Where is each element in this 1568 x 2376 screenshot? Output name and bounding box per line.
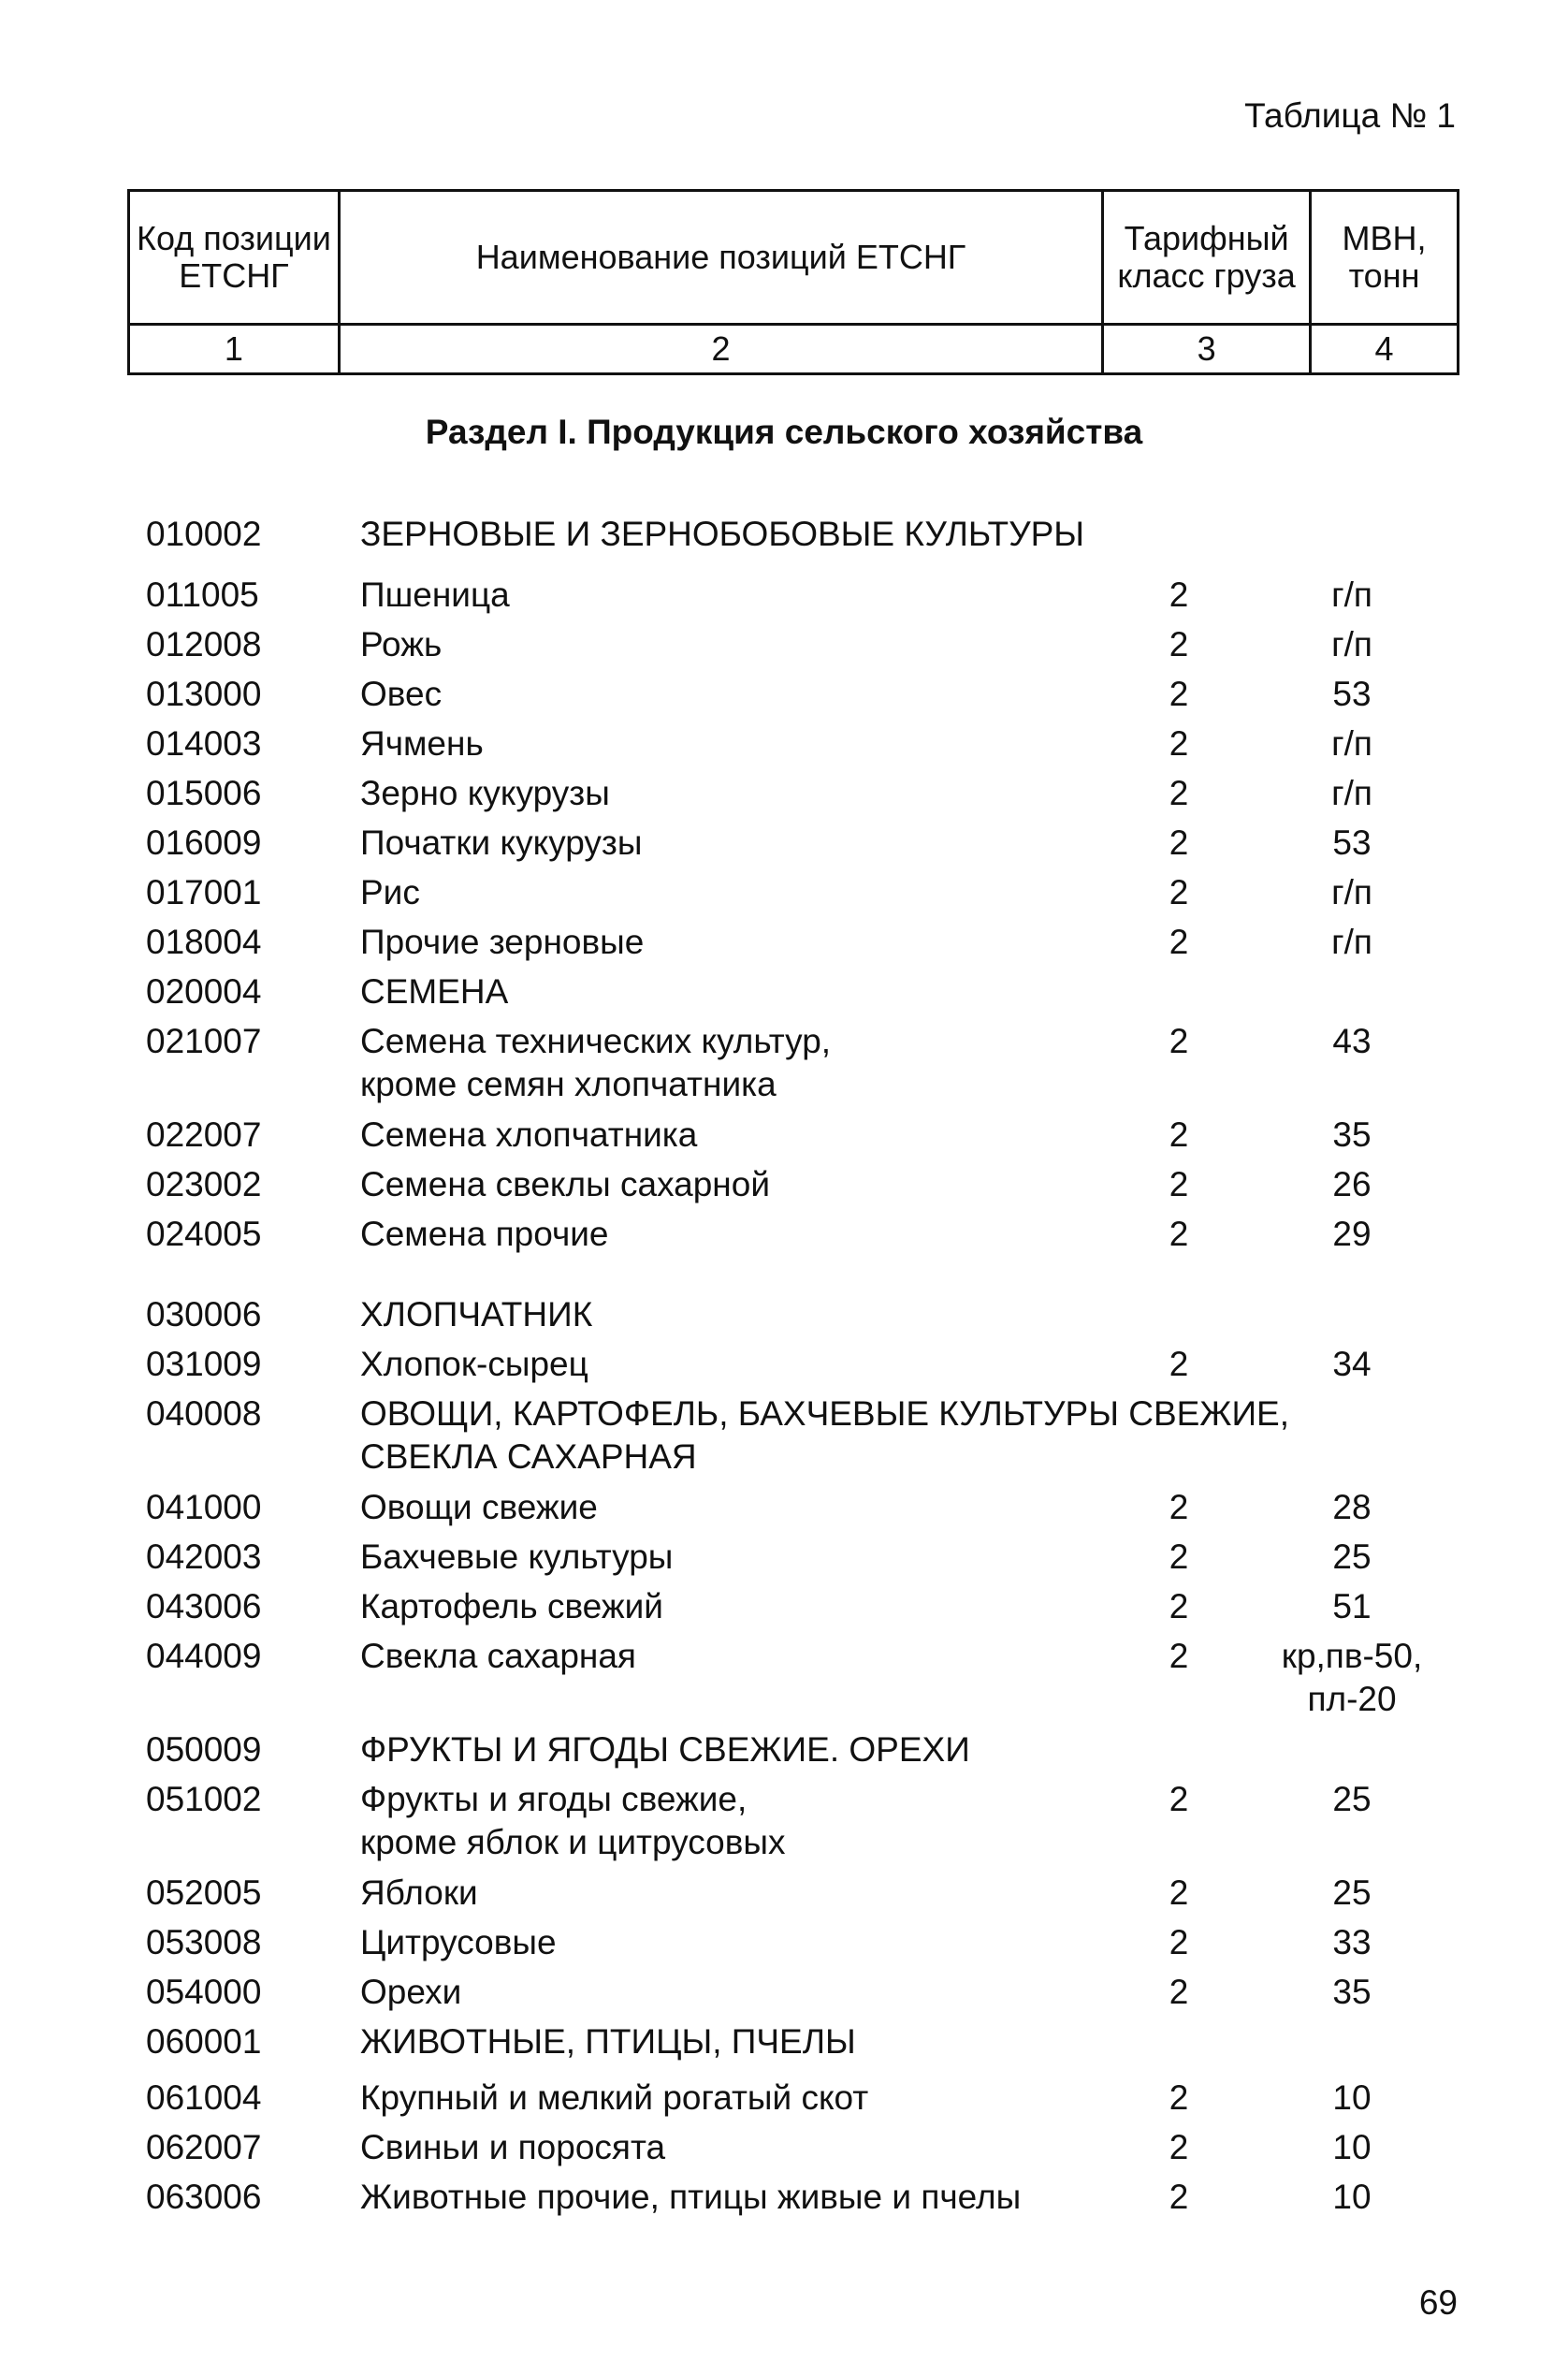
position-code: 010002 bbox=[146, 515, 262, 553]
position-code: 053008 bbox=[146, 1923, 262, 1961]
tariff-class: 2 bbox=[1169, 1780, 1189, 1818]
mvn-value-line: кр,пв-50, bbox=[1281, 1637, 1423, 1675]
position-name-line: Семена свеклы сахарной bbox=[360, 1165, 770, 1203]
position-name-line: Ячмень bbox=[360, 724, 484, 763]
position-name-line: Зерно кукурузы bbox=[360, 774, 610, 812]
mvn-value bbox=[1244, 1872, 1459, 1915]
position-code: 060001 bbox=[146, 2022, 262, 2061]
tariff-class: 2 bbox=[1169, 1345, 1189, 1383]
position-name-line: Семена хлопчатника bbox=[360, 1115, 698, 1154]
tariff-class: 2 bbox=[1169, 2128, 1189, 2166]
position-name bbox=[360, 1392, 1352, 1479]
tariff-class: 2 bbox=[1169, 2078, 1189, 2117]
position-code: 016009 bbox=[146, 824, 262, 862]
position-code: 031009 bbox=[146, 1345, 262, 1383]
position-name-line: Яблоки bbox=[360, 1873, 478, 1912]
mvn-value-line: 51 bbox=[1332, 1587, 1372, 1625]
mvn-value bbox=[1244, 722, 1459, 765]
mvn-value-line: 53 bbox=[1332, 675, 1372, 713]
tariff-class: 2 bbox=[1169, 1215, 1189, 1253]
position-code: 023002 bbox=[146, 1165, 262, 1203]
header-tariff-class: Тарифный класс груза bbox=[1103, 191, 1311, 325]
mvn-value-line: 10 bbox=[1332, 2128, 1372, 2166]
position-name-line: Картофель свежий bbox=[360, 1587, 663, 1625]
position-code: 012008 bbox=[146, 625, 262, 663]
tariff-class: 2 bbox=[1169, 923, 1189, 961]
position-code: 062007 bbox=[146, 2128, 262, 2166]
position-name-line: Свекла сахарная bbox=[360, 1637, 636, 1675]
position-name-line-2: СВЕКЛА САХАРНАЯ bbox=[360, 1437, 697, 1476]
tariff-class: 2 bbox=[1169, 724, 1189, 763]
header-mvn: МВН, тонн bbox=[1311, 191, 1459, 325]
mvn-value-line: 10 bbox=[1332, 2078, 1372, 2117]
mvn-value bbox=[1244, 574, 1459, 617]
tariff-class: 2 bbox=[1169, 675, 1189, 713]
tariff-class: 2 bbox=[1169, 1973, 1189, 2011]
position-name-line: ХЛОПЧАТНИК bbox=[360, 1295, 593, 1334]
position-name-line: СЕМЕНА bbox=[360, 972, 509, 1011]
position-code: 043006 bbox=[146, 1587, 262, 1625]
position-name-line: Свиньи и поросята bbox=[360, 2128, 666, 2166]
table-caption: Таблица № 1 bbox=[1244, 96, 1456, 135]
mvn-value-line: 33 bbox=[1332, 1923, 1372, 1961]
mvn-value bbox=[1244, 1635, 1459, 1721]
mvn-value bbox=[1244, 1585, 1459, 1628]
position-name-line: ОВОЩИ, КАРТОФЕЛЬ, БАХЧЕВЫЕ КУЛЬТУРЫ СВЕЖИЕ, bbox=[360, 1394, 1290, 1433]
mvn-value bbox=[1244, 1778, 1459, 1821]
position-name-line: Фрукты и ягоды свежие, bbox=[360, 1780, 748, 1818]
tariff-class: 2 bbox=[1169, 576, 1189, 614]
mvn-value bbox=[1244, 1921, 1459, 1964]
position-name-line: Початки кукурузы bbox=[360, 824, 643, 862]
position-name-line: Овощи свежие bbox=[360, 1488, 598, 1526]
mvn-value-line: 10 bbox=[1332, 2178, 1372, 2216]
mvn-value bbox=[1244, 673, 1459, 716]
mvn-value bbox=[1244, 871, 1459, 914]
position-name bbox=[360, 513, 1352, 556]
position-code: 054000 bbox=[146, 1973, 262, 2011]
position-name bbox=[360, 1728, 1352, 1771]
position-name-line: Орехи bbox=[360, 1973, 462, 2011]
mvn-value-line: 25 bbox=[1332, 1780, 1372, 1818]
position-code: 040008 bbox=[146, 1394, 262, 1433]
position-code: 022007 bbox=[146, 1115, 262, 1154]
position-name-line: Цитрусовые bbox=[360, 1923, 557, 1961]
header-name: Наименование позиций ЕТСНГ bbox=[339, 191, 1102, 325]
mvn-value bbox=[1244, 623, 1459, 666]
tariff-class: 2 bbox=[1169, 774, 1189, 812]
position-code: 051002 bbox=[146, 1780, 262, 1818]
position-code: 044009 bbox=[146, 1637, 262, 1675]
mvn-value-line: 34 bbox=[1332, 1345, 1372, 1383]
position-name-line: Рис bbox=[360, 873, 420, 911]
position-name-line: Крупный и мелкий рогатый скот bbox=[360, 2078, 869, 2117]
position-code: 021007 bbox=[146, 1022, 262, 1060]
position-code: 042003 bbox=[146, 1538, 262, 1576]
position-code: 030006 bbox=[146, 1295, 262, 1334]
header-num-3: 3 bbox=[1103, 325, 1311, 374]
mvn-value-line: 35 bbox=[1332, 1973, 1372, 2011]
mvn-value-line: 43 bbox=[1332, 1022, 1372, 1060]
position-name-line: Пшеница bbox=[360, 576, 510, 614]
position-code: 013000 bbox=[146, 675, 262, 713]
header-num-2: 2 bbox=[339, 325, 1102, 374]
tariff-class: 2 bbox=[1169, 625, 1189, 663]
mvn-value-line: г/п bbox=[1331, 774, 1372, 812]
header-num-4: 4 bbox=[1311, 325, 1459, 374]
position-code: 050009 bbox=[146, 1730, 262, 1769]
tariff-class: 2 bbox=[1169, 2178, 1189, 2216]
position-name-line: Бахчевые культуры bbox=[360, 1538, 674, 1576]
page-number: 69 bbox=[1418, 2283, 1458, 2322]
mvn-value bbox=[1244, 2077, 1459, 2120]
position-code: 018004 bbox=[146, 923, 262, 961]
mvn-value-line-2: пл-20 bbox=[1307, 1680, 1397, 1718]
mvn-value-line: 53 bbox=[1332, 824, 1372, 862]
position-name-line: ФРУКТЫ И ЯГОДЫ СВЕЖИЕ. ОРЕХИ bbox=[360, 1730, 970, 1769]
tariff-class: 2 bbox=[1169, 1873, 1189, 1912]
mvn-value bbox=[1244, 1163, 1459, 1206]
tariff-class: 2 bbox=[1169, 1637, 1189, 1675]
position-name bbox=[360, 970, 1352, 1013]
position-name-line: Хлопок-сырец bbox=[360, 1345, 588, 1383]
position-code: 061004 bbox=[146, 2078, 262, 2117]
tariff-class: 2 bbox=[1169, 1587, 1189, 1625]
mvn-value-line: г/п bbox=[1331, 724, 1372, 763]
position-code: 015006 bbox=[146, 774, 262, 812]
tariff-class: 2 bbox=[1169, 1022, 1189, 1060]
mvn-value bbox=[1244, 1971, 1459, 2014]
mvn-value bbox=[1244, 772, 1459, 815]
table-header bbox=[127, 189, 1459, 375]
mvn-value-line: г/п bbox=[1331, 873, 1372, 911]
position-code: 024005 bbox=[146, 1215, 262, 1253]
mvn-value bbox=[1244, 1536, 1459, 1579]
mvn-value bbox=[1244, 2126, 1459, 2169]
mvn-value-line: 35 bbox=[1332, 1115, 1372, 1154]
mvn-value bbox=[1244, 2176, 1459, 2219]
position-name-line: Прочие зерновые bbox=[360, 923, 645, 961]
mvn-value bbox=[1244, 1486, 1459, 1529]
position-code: 011005 bbox=[146, 576, 259, 614]
tariff-class: 2 bbox=[1169, 824, 1189, 862]
position-code: 020004 bbox=[146, 972, 262, 1011]
mvn-value bbox=[1244, 1213, 1459, 1256]
position-name-line: ЗЕРНОВЫЕ И ЗЕРНОБОБОВЫЕ КУЛЬТУРЫ bbox=[360, 515, 1085, 553]
tariff-class: 2 bbox=[1169, 1488, 1189, 1526]
mvn-value bbox=[1244, 1343, 1459, 1386]
position-name bbox=[360, 2020, 1352, 2063]
header-num-1: 1 bbox=[129, 325, 340, 374]
position-name-line: Семена прочие bbox=[360, 1215, 609, 1253]
position-name-line: Семена технических культур, bbox=[360, 1022, 832, 1060]
mvn-value-line: г/п bbox=[1331, 625, 1372, 663]
mvn-value-line: 26 bbox=[1332, 1165, 1372, 1203]
position-code: 063006 bbox=[146, 2178, 262, 2216]
mvn-value-line: 25 bbox=[1332, 1538, 1372, 1576]
tariff-class: 2 bbox=[1169, 873, 1189, 911]
mvn-value bbox=[1244, 822, 1459, 865]
position-code: 017001 bbox=[146, 873, 262, 911]
tariff-class: 2 bbox=[1169, 1923, 1189, 1961]
mvn-value bbox=[1244, 1114, 1459, 1157]
position-code: 052005 bbox=[146, 1873, 262, 1912]
position-name-line-2: кроме яблок и цитрусовых bbox=[360, 1823, 786, 1861]
position-name-line: ЖИВОТНЫЕ, ПТИЦЫ, ПЧЕЛЫ bbox=[360, 2022, 856, 2061]
mvn-value-line: 25 bbox=[1332, 1873, 1372, 1912]
mvn-value-line: г/п bbox=[1331, 576, 1372, 614]
position-code: 041000 bbox=[146, 1488, 262, 1526]
tariff-class: 2 bbox=[1169, 1538, 1189, 1576]
position-code: 014003 bbox=[146, 724, 262, 763]
mvn-value-line: 28 bbox=[1332, 1488, 1372, 1526]
mvn-value-line: г/п bbox=[1331, 923, 1372, 961]
position-name bbox=[360, 1293, 1352, 1336]
header-names-row bbox=[129, 191, 1459, 325]
position-name-line: Животные прочие, птицы живые и пчелы bbox=[360, 2178, 1022, 2216]
tariff-class: 2 bbox=[1169, 1165, 1189, 1203]
position-name-line: Рожь bbox=[360, 625, 443, 663]
header-code: Код позиции ЕТСНГ bbox=[129, 191, 340, 325]
position-name-line: Овес bbox=[360, 675, 443, 713]
section-title: Раздел I. Продукция сельского хозяйства bbox=[425, 413, 1143, 451]
mvn-value-line: 29 bbox=[1332, 1215, 1372, 1253]
header-numbers-row bbox=[129, 325, 1459, 374]
mvn-value bbox=[1244, 921, 1459, 964]
mvn-value bbox=[1244, 1020, 1459, 1063]
position-name-line-2: кроме семян хлопчатника bbox=[360, 1065, 777, 1103]
tariff-class: 2 bbox=[1169, 1115, 1189, 1154]
